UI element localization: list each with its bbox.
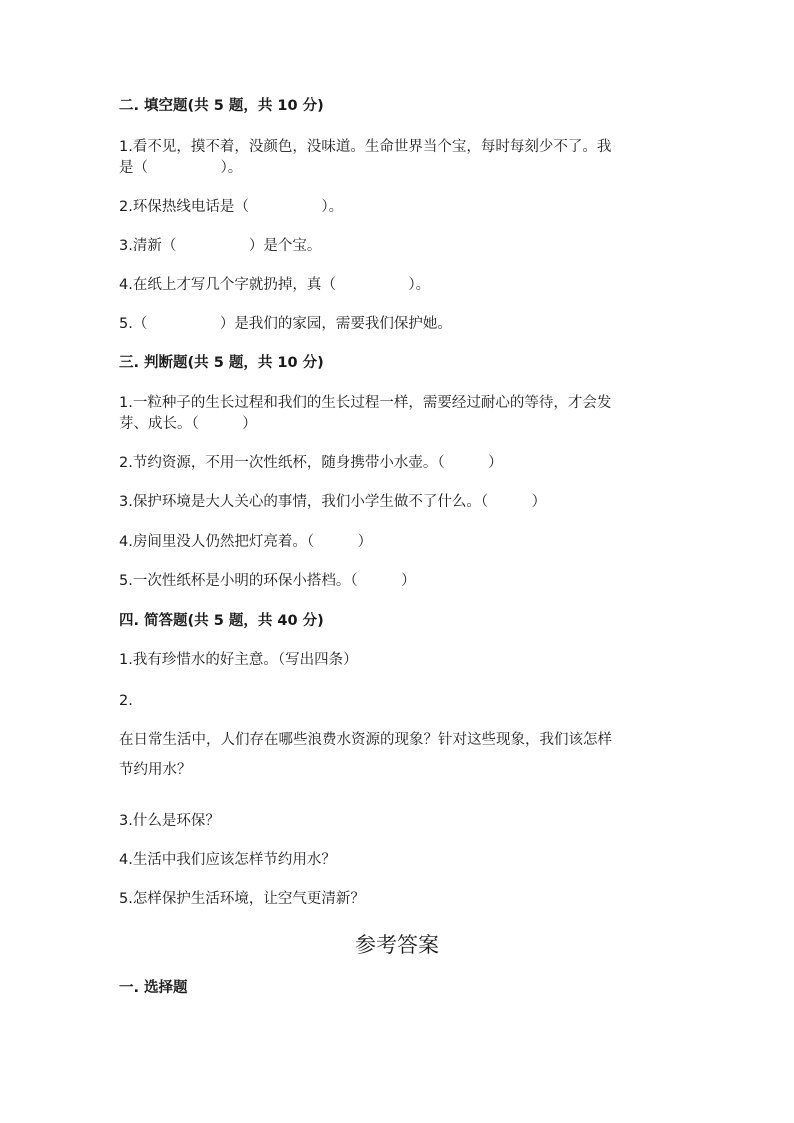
short-q2-number: 2. [119, 693, 133, 709]
short-answer-heading: 四. 简答题(共 5 题，共 40 分) [119, 613, 324, 629]
judge-q4: 4.房间里没人仍然把灯亮着。（ ） [119, 534, 373, 550]
short-q4: 4.生活中我们应该怎样节约用水？ [119, 852, 336, 868]
fill-q1-line2: 是（ ）。 [119, 160, 243, 176]
judge-q3: 3.保护环境是大人关心的事情，我们小学生做不了什么。（ ） [119, 494, 547, 510]
judge-q1-line2: 芽、成长。（ ） [119, 416, 257, 432]
fill-q1-line1: 1.看不见，摸不着，没颜色，没味道。生命世界当个宝，每时每刻少不了。我 [119, 139, 612, 155]
answers-title: 参考答案 [355, 933, 439, 957]
short-q3: 3.什么是环保？ [119, 813, 220, 829]
short-q1: 1.我有珍惜水的好主意。（写出四条） [119, 652, 358, 668]
fill-q2: 2.环保热线电话是（ ）。 [119, 199, 344, 215]
short-q2-line1: 在日常生活中，人们存在哪些浪费水资源的现象？针对这些现象，我们该怎样 [119, 732, 612, 748]
judge-heading: 三. 判断题(共 5 题，共 10 分) [119, 355, 324, 371]
fill-blank-heading: 二. 填空题(共 5 题，共 10 分) [119, 98, 324, 114]
judge-q5: 5.一次性纸杯是小明的环保小搭档。（ ） [119, 573, 416, 589]
short-q2-line2: 节约用水？ [119, 762, 192, 778]
fill-q3: 3.清新（ ）是个宝。 [119, 238, 322, 254]
fill-q4: 4.在纸上才写几个字就扔掉，真（ ）。 [119, 277, 431, 293]
judge-q2: 2.节约资源，不用一次性纸杯，随身携带小水壶。（ ） [119, 455, 503, 471]
judge-q1-line1: 1.一粒种子的生长过程和我们的生长过程一样，需要经过耐心的等待，才会发 [119, 395, 612, 411]
short-q5: 5.怎样保护生活环境，让空气更清新？ [119, 891, 365, 907]
fill-q5: 5.（ ）是我们的家园，需要我们保护她。 [119, 316, 452, 332]
answers-section1-heading: 一. 选择题 [119, 980, 188, 996]
